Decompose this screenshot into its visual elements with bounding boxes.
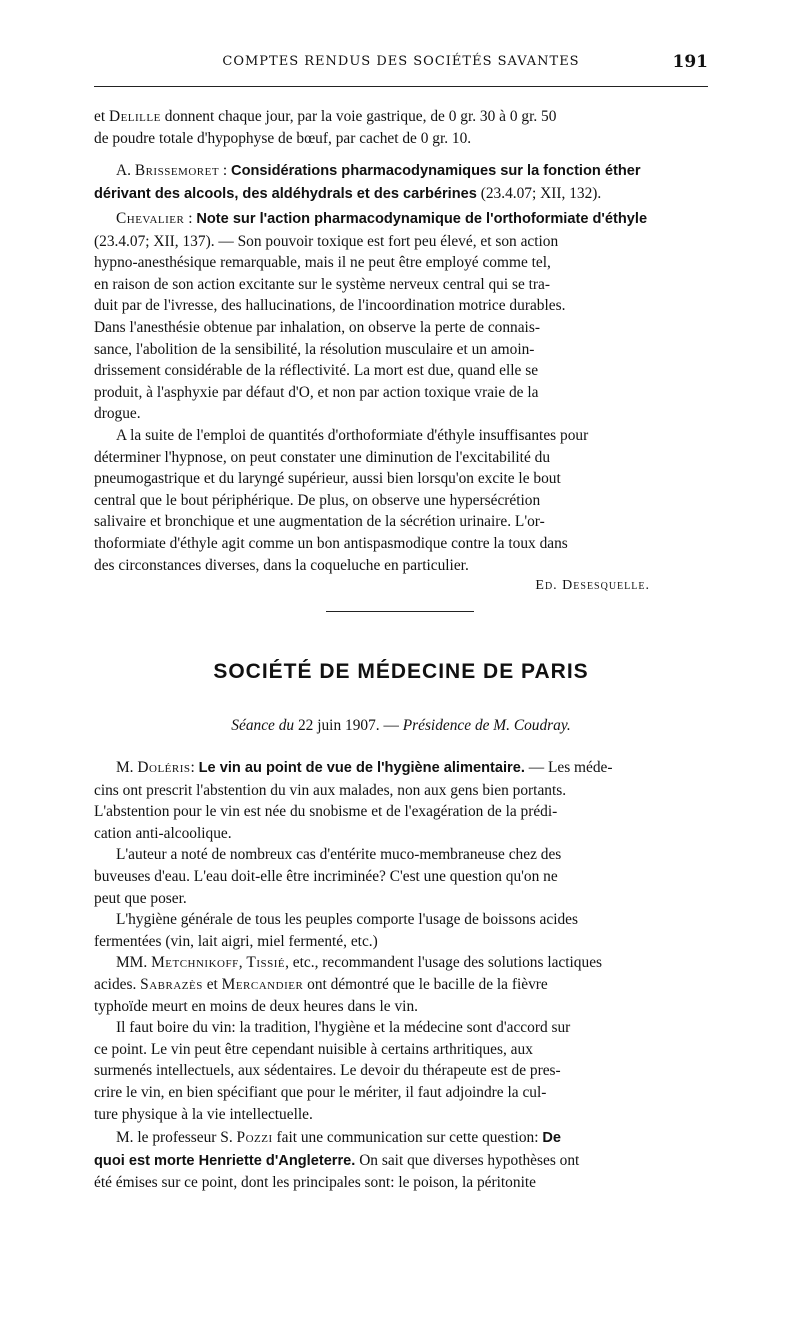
author-name: Sabrazès bbox=[140, 975, 203, 993]
text-line: de poudre totale d'hypophyse de bœuf, par cachet de 0 gr. 10. bbox=[94, 129, 472, 147]
text-line: pneumogastrique et du laryngé supérieur, aussi bien lorsqu'on excite le bout bbox=[94, 470, 561, 488]
text-line: L'auteur a noté de nombreux cas d'entérite muco-membraneuse chez des bbox=[116, 846, 562, 864]
signature: Ed. Desesquelle. bbox=[535, 578, 650, 593]
text-line: des circonstances diverses, dans la coqueluche en particulier. bbox=[94, 556, 469, 574]
text-line: buveuses d'eau. L'eau doit-elle être incriminée? C'est une question qu'on ne bbox=[94, 867, 558, 885]
section-divider bbox=[326, 611, 474, 612]
text-line: M. le professeur S. Pozzi fait une communication sur cette question: De bbox=[116, 1129, 562, 1146]
text-line: drogue. bbox=[94, 405, 141, 423]
text-line: dérivant des alcools, des aldéhydrals et des carbérines (23.4.07; XII, 132). bbox=[94, 184, 602, 202]
article-title: Note sur l'action pharmacodynamique de l'orthoformiate d'éthyle bbox=[196, 211, 648, 227]
text-line: été émises sur ce point, dont les principales sont: le poison, la péritonite bbox=[94, 1174, 536, 1192]
text-line: peut que poser. bbox=[94, 889, 187, 907]
text-line: ture physique à la vie intellectuelle. bbox=[94, 1105, 313, 1123]
text-line: en raison de son action excitante sur le système nerveux central qui se tra- bbox=[94, 275, 550, 293]
text-line: surmenés intellectuels, aux sédentaires. Le devoir du thérapeute est de pres- bbox=[94, 1062, 561, 1080]
text-line: Il faut boire du vin: la tradition, l'hygiène et la médecine sont d'accord sur bbox=[116, 1019, 571, 1037]
paragraph-delille bbox=[94, 106, 708, 149]
text-line: L'abstention pour le vin est née du snobisme et de l'exagération de la prédi- bbox=[94, 803, 558, 821]
text-line: Dans l'anesthésie obtenue par inhalation, on observe la perte de connais- bbox=[94, 318, 540, 336]
text-line: acides. Sabrazès et Mercandier ont démontré que le bacille de la fièvre bbox=[94, 975, 548, 993]
text-line: déterminer l'hypnose, on peut constater une diminution de l'excitabilité du bbox=[94, 448, 551, 466]
text-line: L'hygiène générale de tous les peuples comporte l'usage de boissons acides bbox=[116, 911, 578, 929]
text-line: A. Brissemoret : Considérations pharmacodynamiques sur la fonction éther bbox=[116, 162, 641, 179]
text-line: crire le vin, en bien spécifiant que pour le mériter, il faut adjoindre la cul- bbox=[94, 1083, 547, 1101]
article-title: dérivant des alcools, des aldéhydrals et des carbérines bbox=[94, 185, 477, 202]
text-line: sance, l'abolition de la sensibilité, la résolution musculaire et un amoin- bbox=[94, 340, 535, 358]
text-line: produit, à l'asphyxie par défaut d'O, et non par action toxique vraie de la bbox=[94, 383, 539, 401]
header-rule bbox=[94, 86, 708, 87]
text-line: cation anti-alcoolique. bbox=[94, 824, 232, 842]
article-title: quoi est morte Henriette d'Angleterre. bbox=[94, 1152, 356, 1169]
text-line: A la suite de l'emploi de quantités d'orthoformiate d'éthyle insuffisantes pour bbox=[116, 426, 589, 444]
paragraph-pozzi bbox=[94, 1127, 708, 1194]
paragraph-brissemoret bbox=[94, 160, 708, 205]
seance-line: Séance du 22 juin 1907. — Présidence de M. Coudray. bbox=[231, 717, 571, 734]
text-line: duit par de l'ivresse, des hallucinations, de l'incoordination motrice durables. bbox=[94, 297, 566, 315]
author-name: Delille bbox=[108, 108, 161, 125]
text-line: M. Doléris: Le vin au point de vue de l'hygiène alimentaire. — Les méde- bbox=[116, 759, 613, 776]
text-line: quoi est morte Henriette d'Angleterre. On sait que diverses hypothèses ont bbox=[94, 1151, 580, 1169]
author-name: Mercandier bbox=[221, 975, 304, 993]
author-name: Brissemoret bbox=[134, 162, 220, 179]
text-line: fermentées (vin, lait aigri, miel fermenté, etc.) bbox=[94, 932, 378, 950]
text-line: (23.4.07; XII, 137). — Son pouvoir toxique est fort peu élevé, et son action bbox=[94, 232, 559, 250]
running-head bbox=[94, 52, 708, 76]
text-line: central que le bout périphérique. De plus, on observe une hypersécrétion bbox=[94, 491, 541, 509]
text-line: et Delille donnent chaque jour, par la voie gastrique, de 0 gr. 30 à 0 gr. 50 bbox=[94, 108, 557, 125]
text-line: typhoïde meurt en moins de deux heures dans le vin. bbox=[94, 997, 418, 1015]
page-number: 191 bbox=[672, 52, 708, 72]
text-line: hypno-anesthésique remarquable, mais il ne peut être employé comme tel, bbox=[94, 254, 551, 272]
author-name: Tissié bbox=[246, 954, 286, 972]
author-name: Metchnikoff bbox=[151, 954, 239, 972]
text-line: salivaire et bronchique et une augmentation de la sécrétion urinaire. L'or- bbox=[94, 513, 545, 531]
text-line: thoformiate d'éthyle agit comme un bon antispasmodique contre la toux dans bbox=[94, 534, 568, 552]
article-title: De bbox=[542, 1130, 562, 1146]
article-title: Le vin au point de vue de l'hygiène alimentaire. bbox=[198, 760, 525, 776]
text-line: Chevalier : Note sur l'action pharmacodynamique de l'orthoformiate d'éthyle bbox=[116, 210, 648, 227]
text-line: cins ont prescrit l'abstention du vin aux malades, non aux gens bien portants. bbox=[94, 781, 567, 799]
paragraph-chevalier bbox=[94, 208, 708, 576]
text-line: drissement considérable de la réflectivité. La mort est due, quand elle se bbox=[94, 362, 539, 380]
author-name: Chevalier bbox=[116, 210, 185, 227]
text-line: ce point. Le vin peut être cependant nuisible à certains arthritiques, aux bbox=[94, 1040, 533, 1058]
article-title: Considérations pharmacodynamiques sur la fonction éther bbox=[231, 163, 641, 179]
society-heading: SOCIÉTÉ DE MÉDECINE DE PARIS bbox=[213, 660, 589, 683]
author-name: Pozzi bbox=[236, 1129, 273, 1146]
paragraph-doleris bbox=[94, 757, 708, 1125]
text-line: MM. Metchnikoff, Tissié, etc., recommandent l'usage des solutions lactiques bbox=[116, 954, 603, 972]
author-name: Doléris bbox=[137, 759, 191, 776]
running-title: COMPTES RENDUS DES SOCIÉTÉS SAVANTES bbox=[222, 54, 580, 69]
